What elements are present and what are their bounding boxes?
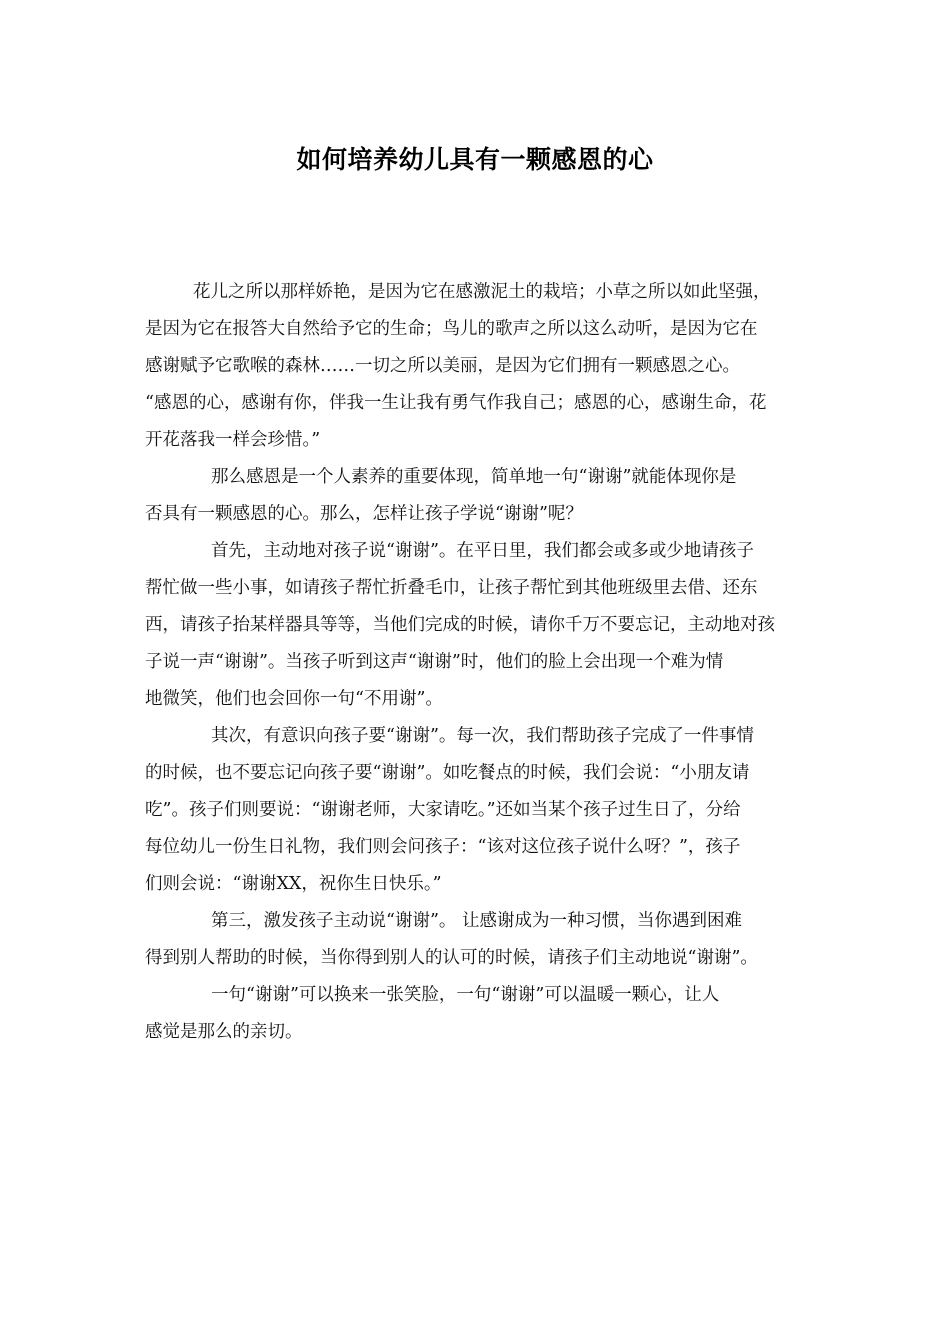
paragraph-1-line-4: “感恩的心，感谢有你，伴我一生让我有勇气作我自己；感恩的心，感谢生命，花 <box>145 393 767 413</box>
document-title: 如何培养幼儿具有一颗感恩的心 <box>296 145 654 174</box>
paragraph-1-line-1: 花儿之所以那样娇艳，是因为它在感激泥土的栽培；小草之所以如此坚强， <box>193 282 771 302</box>
paragraph-3-line-5: 地微笑，他们也会回你一句“不用谢”。 <box>145 689 443 709</box>
paragraph-3-line-2: 帮忙做一些小事，如请孩子帮忙折叠毛巾，让孩子帮忙到其他班级里去借、还东 <box>145 578 758 598</box>
paragraph-6-line-1: 一句“谢谢”可以换来一张笑脸，一句“谢谢”可以温暖一颗心，让人 <box>211 985 720 1005</box>
paragraph-1-line-3: 感谢赋予它歌喉的森林……一切之所以美丽，是因为它们拥有一颗感恩之心。 <box>145 356 740 376</box>
paragraph-3-line-3: 西，请孩子抬某样器具等等，当他们完成的时候，请你千万不要忘记，主动地对孩 <box>145 615 775 635</box>
paragraph-4-line-3: 吃”。孩子们则要说：“谢谢老师，大家请吃。”还如当某个孩子过生日了，分给 <box>145 800 741 820</box>
paragraph-3-line-1: 首先，主动地对孩子说“谢谢”。在平日里，我们都会或多或少地请孩子 <box>211 541 754 561</box>
paragraph-5-line-1: 第三，激发孩子主动说“谢谢”。 让感谢成为一种习惯，当你遇到困难 <box>211 911 742 931</box>
paragraph-4-line-1: 其次，有意识向孩子要“谢谢”。每一次，我们帮助孩子完成了一件事情 <box>211 726 754 746</box>
paragraph-1-line-5: 开花落我一样会珍惜。” <box>145 430 321 450</box>
paragraph-4-line-5: 们则会说：“谢谢XX，祝你生日快乐。” <box>145 874 442 894</box>
paragraph-4-line-2: 的时候，也不要忘记向孩子要“谢谢”。如吃餐点的时候，我们会说：“小朋友请 <box>145 763 750 783</box>
paragraph-2-line-1: 那么感恩是一个人素养的重要体现，简单地一句“谢谢”就能体现你是 <box>211 467 737 487</box>
paragraph-1-line-2: 是因为它在报答大自然给予它的生命；鸟儿的歌声之所以这么动听，是因为它在 <box>145 319 758 339</box>
paragraph-3-line-4: 子说一声“谢谢”。当孩子听到这声“谢谢”时，他们的脸上会出现一个难为情 <box>145 652 724 672</box>
paragraph-2-line-2: 否具有一颗感恩的心。那么，怎样让孩子学说“谢谢”呢？ <box>145 504 583 524</box>
document-body <box>145 274 815 1051</box>
paragraph-5-line-2: 得到别人帮助的时候，当你得到别人的认可的时候，请孩子们主动地说“谢谢”。 <box>145 948 758 968</box>
paragraph-4-line-4: 每位幼儿一份生日礼物，我们则会问孩子：“该对这位孩子说什么呀？”，孩子 <box>145 837 741 857</box>
paragraph-6-line-2: 感觉是那么的亲切。 <box>145 1022 303 1042</box>
